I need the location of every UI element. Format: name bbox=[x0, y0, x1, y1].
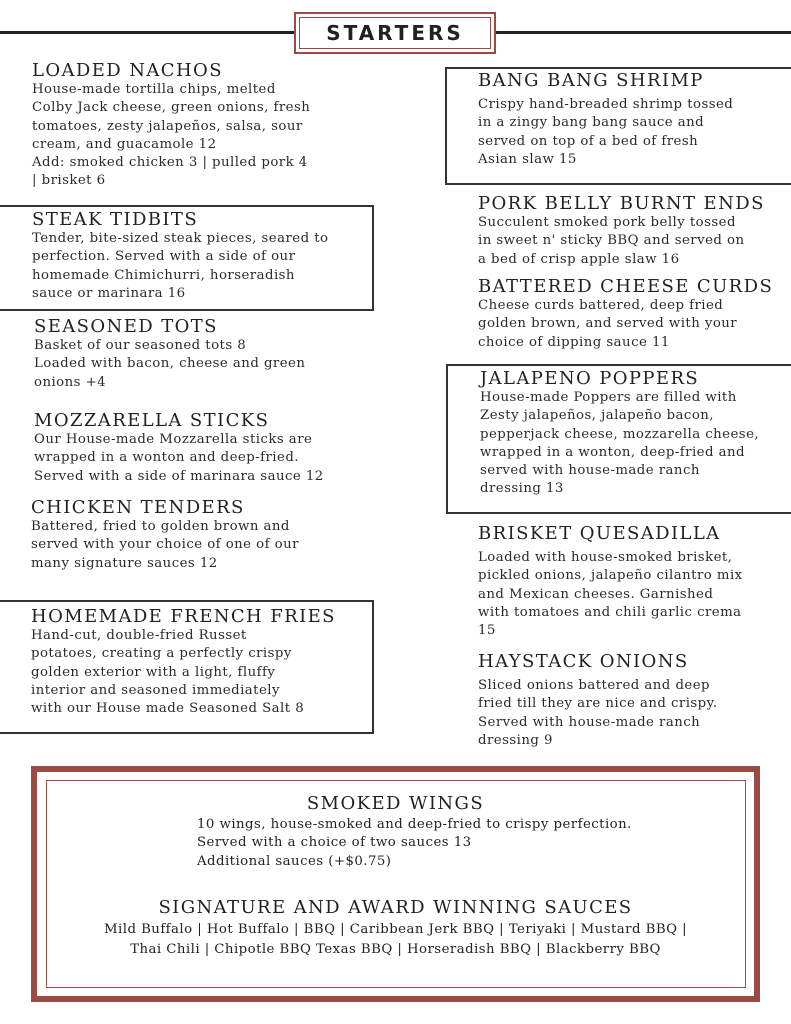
header-rule-right bbox=[496, 31, 791, 34]
item-description: Cheese curds battered, deep fried golden brown, and served with your choice of dipping sauce 11 bbox=[478, 298, 738, 350]
smoked-wings-description: 10 wings, house-smoked and deep-fried to crispy perfection. Served with a choice of two sauces 13 Additional sauces (+$0.75) bbox=[197, 817, 632, 869]
item-name: PORK BELLY BURNT ENDS bbox=[478, 193, 765, 214]
menu-item-mozzarella-sticks bbox=[34, 411, 324, 486]
item-name: HAYSTACK ONIONS bbox=[478, 651, 689, 672]
item-description: Loaded with house-smoked brisket, pickled onions, jalapeño cilantro mix and Mexican cheeses. Garnished with tomatoes and chili garlic crema 15 bbox=[478, 550, 743, 639]
item-name: HOMEMADE FRENCH FRIES bbox=[31, 606, 336, 627]
menu-item-haystack-onions bbox=[478, 652, 718, 750]
menu-item-loaded-nachos bbox=[32, 61, 310, 191]
menu-item-brisket-quesadilla bbox=[478, 524, 743, 640]
item-name: BRISKET QUESADILLA bbox=[478, 523, 721, 544]
menu-item-bang-bang-shrimp bbox=[478, 71, 733, 169]
item-description: House-made Poppers are filled with Zesty jalapeños, jalapeño bacon, pepperjack cheese, mozzarella cheese, wrapped in a wonton, deep-fried and served with house-made ranch dressing 13 bbox=[480, 390, 760, 497]
header-banner bbox=[294, 12, 496, 54]
item-description: Crispy hand-breaded shrimp tossed in a zingy bang bang sauce and served on top of a bed of fresh Asian slaw 15 bbox=[478, 97, 734, 167]
menu-item-jalapeno-poppers bbox=[480, 369, 759, 499]
item-name: LOADED NACHOS bbox=[32, 60, 223, 81]
menu-item-steak-tidbits bbox=[32, 210, 328, 303]
item-name: SEASONED TOTS bbox=[34, 316, 218, 337]
smoked-wings-title: SMOKED WINGS bbox=[306, 793, 485, 814]
item-name: JALAPENO POPPERS bbox=[480, 368, 700, 389]
menu-item-pork-belly-burnt-ends bbox=[478, 194, 765, 269]
item-description: Tender, bite-sized steak pieces, seared to perfection. Served with a side of our homemade Chimichurri, horseradish sauce or marinara 16 bbox=[32, 231, 329, 301]
item-description: Sliced onions battered and deep fried till they are nice and crispy. Served with house-made ranch dressing 9 bbox=[478, 678, 718, 748]
menu-item-homemade-french-fries bbox=[31, 607, 336, 718]
item-description: Battered, fried to golden brown and served with your choice of one of our many signature sauces 12 bbox=[31, 519, 299, 571]
item-description: Basket of our seasoned tots 8 Loaded with bacon, cheese and green onions +4 bbox=[34, 338, 306, 390]
menu-item-seasoned-tots bbox=[34, 317, 305, 392]
item-description: Hand-cut, double-fried Russet potatoes, creating a perfectly crispy golden exterior with a light, fluffy interior and seasoned immediately with our House made Seasoned Salt 8 bbox=[31, 628, 305, 717]
sauces-list: Mild Buffalo | Hot Buffalo | BBQ | Caribbean Jerk BBQ | Teriyaki | Mustard BBQ | Thai Chili | Chipotle BBQ Texas BBQ | Horseradish BBQ | Blackberry BBQ bbox=[103, 922, 688, 957]
item-name: BATTERED CHEESE CURDS bbox=[478, 276, 774, 297]
item-description: House-made tortilla chips, melted Colby Jack cheese, green onions, fresh tomatoes, zesty jalapeños, salsa, sour cream, and guacamole 12 Add: smoked chicken 3 | pulled pork 4 | brisket 6 bbox=[32, 82, 311, 189]
item-name: STEAK TIDBITS bbox=[32, 209, 199, 230]
item-name: MOZZARELLA STICKS bbox=[34, 410, 270, 431]
menu-item-battered-cheese-curds bbox=[478, 277, 773, 352]
header-rule-left bbox=[0, 31, 294, 34]
item-description: Our House-made Mozzarella sticks are wrapped in a wonton and deep-fried. Served with a side of marinara sauce 12 bbox=[34, 432, 324, 484]
page-title: STARTERS bbox=[326, 21, 464, 45]
sauces-title: SIGNATURE AND AWARD WINNING SAUCES bbox=[158, 897, 633, 918]
item-description: Succulent smoked pork belly tossed in sweet n' sticky BBQ and served on a bed of crisp apple slaw 16 bbox=[478, 215, 745, 267]
header-banner-inner bbox=[299, 17, 491, 49]
menu-item-chicken-tenders bbox=[31, 498, 299, 573]
item-name: CHICKEN TENDERS bbox=[31, 497, 245, 518]
item-name: BANG BANG SHRIMP bbox=[478, 70, 704, 91]
